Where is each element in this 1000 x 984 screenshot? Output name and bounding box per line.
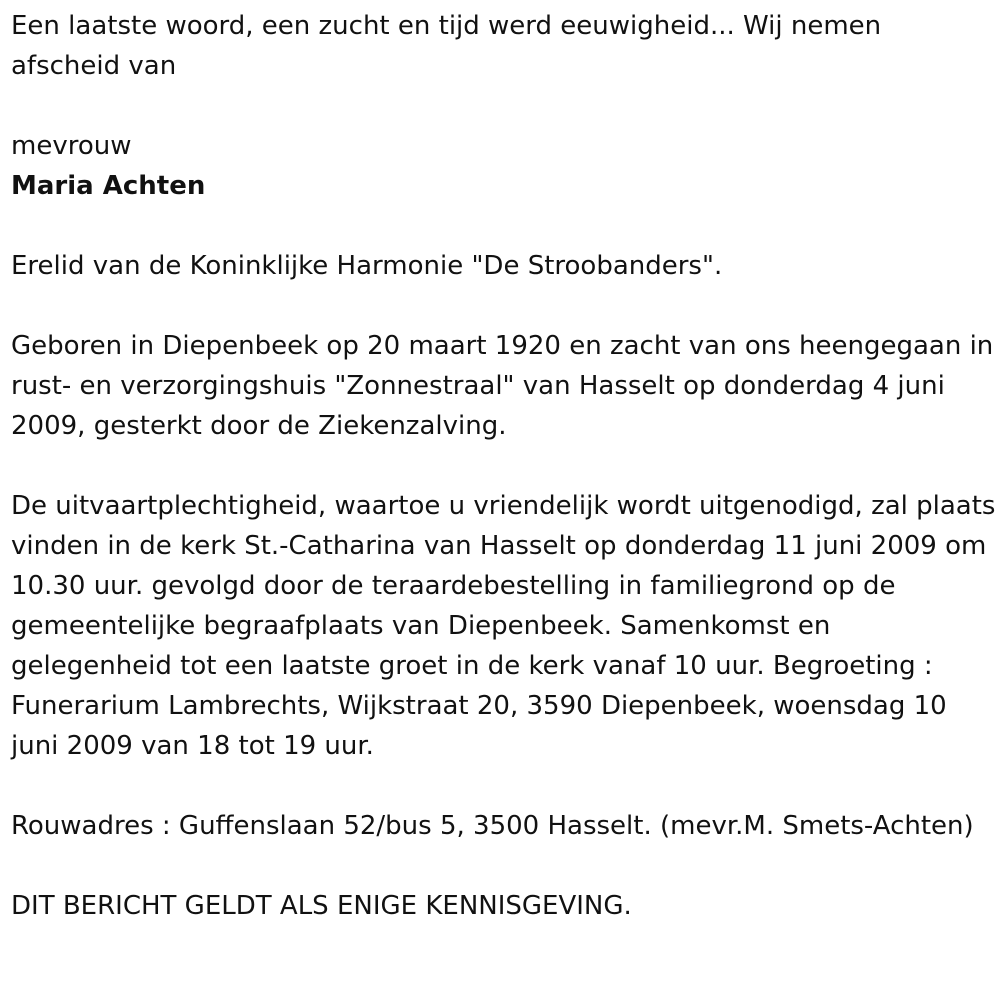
birth-death-text: Geboren in Diepenbeek op 20 maart 1920 en zacht van ons heengegaan in rust- en verzorgingshuis "Zonnestraal" van Hasselt op donderdag 4 juni 2009, gesterkt door de Ziekenzalving. [11,331,994,441]
deceased-name: Maria Achten [11,171,206,201]
closing-text: DIT BERICHT GELDT ALS ENIGE KENNISGEVING. [11,891,632,921]
funeral-text: De uitvaartplechtigheid, waartoe u vriendelijk wordt uitgenodigd, zal plaats vinden in de kerk St.-Catharina van Hasselt op donderdag 11 juni 2009 om 10.30 uur. gevolgd door de teraardebestelling in familiegrond op de gemeentelijke begraafplaats van Diepenbeek. Samenkomst en gelegenheid tot een laatste groet in de kerk vanaf 10 uur. Begroeting : Funerarium Lambrechts, Wijkstraat 20, 3590 Diepenbeek, woensdag 10 juni 2009 van 18 tot 19 uur. [11,491,996,761]
title-text: mevrouw [11,131,132,161]
intro-text: Een laatste woord, een zucht en tijd werd eeuwigheid... Wij nemen afscheid van [11,11,882,81]
address-text: Rouwadres : Guffenslaan 52/bus 5, 3500 Hasselt. (mevr.M. Smets-Achten) [11,811,974,841]
honor-text: Erelid van de Koninklijke Harmonie "De Stroobanders". [11,251,723,281]
